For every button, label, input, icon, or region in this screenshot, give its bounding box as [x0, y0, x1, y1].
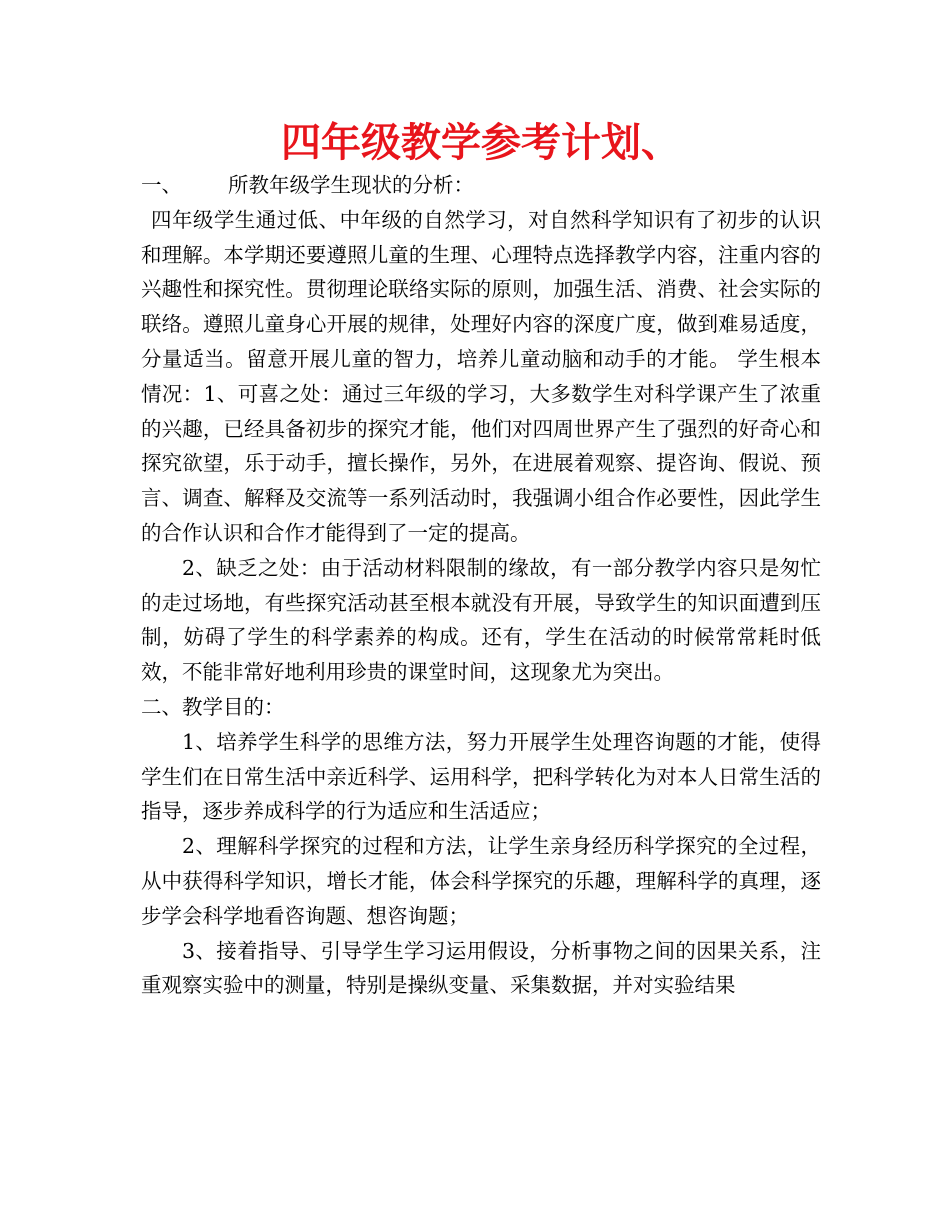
paragraph-shortcomings: 2、缺乏之处：由于活动材料限制的缘故，有一部分教学内容只是匆忙的走过场地，有些探究活动甚至根本就没有开展，导致学生的知识面遭到压制，妨碍了学生的科学素养的构成。还有，学生在活动的时候常常耗时低效，不能非常好地利用珍贵的课堂时间，这现象尤为突出。: [141, 555, 821, 685]
paragraph-goal-3: 3、接着指导、引导学生学习运用假设，分析事物之间的因果关系，注重观察实验中的测量，特别是操纵变量、采集数据，并对实验结果: [141, 938, 821, 998]
document-page: [141, 118, 821, 1003]
paragraph-goal-1: 1、培养学生科学的思维方法，努力开展学生处理咨询题的才能，使得学生们在日常生活中亲近科学、运用科学，把科学转化为对本人日常生活的指导，逐步养成科学的行为适应和生活适应；: [141, 729, 821, 824]
section-heading-2: 二、教学目的：: [141, 694, 285, 719]
section-heading-1: [141, 168, 821, 203]
section-number: 一、: [141, 173, 182, 197]
section-title: 所教年级学生现状的分析：: [228, 173, 474, 197]
paragraph-status-analysis: 四年级学生通过低、中年级的自然学习，对自然科学知识有了初步的认识和理解。本学期还要遵照儿童的生理、心理特点选择教学内容，注重内容的兴趣性和探究性。贯彻理论联络实际的原则，加强生活、消费、社会实际的联络。遵照儿童身心开展的规律，处理好内容的深度广度，做到难易适度，分量适当。留意开展儿童的智力，培养儿童动脑和动手的才能。 学生根本情况：1、可喜之处：通过三年级的学习，大多数学生对科学课产生了浓重的兴趣，已经具备初步的探究才能，他们对四周世界产生了强烈的好奇心和探究欲望，乐于动手，擅长操作，另外，在进展着观察、提咨询、假说、预言、调查、解释及交流等一系列活动时，我强调小组合作必要性，因此学生的合作认识和合作才能得到了一定的提高。: [141, 207, 821, 545]
page-title: 四年级教学参考计划、: [281, 120, 681, 166]
paragraph-goal-2: 2、理解科学探究的过程和方法，让学生亲身经历科学探究的全过程，从中获得科学知识，增长才能，体会科学探究的乐趣，理解科学的真理，逐步学会科学地看咨询题、想咨询题；: [141, 834, 821, 928]
